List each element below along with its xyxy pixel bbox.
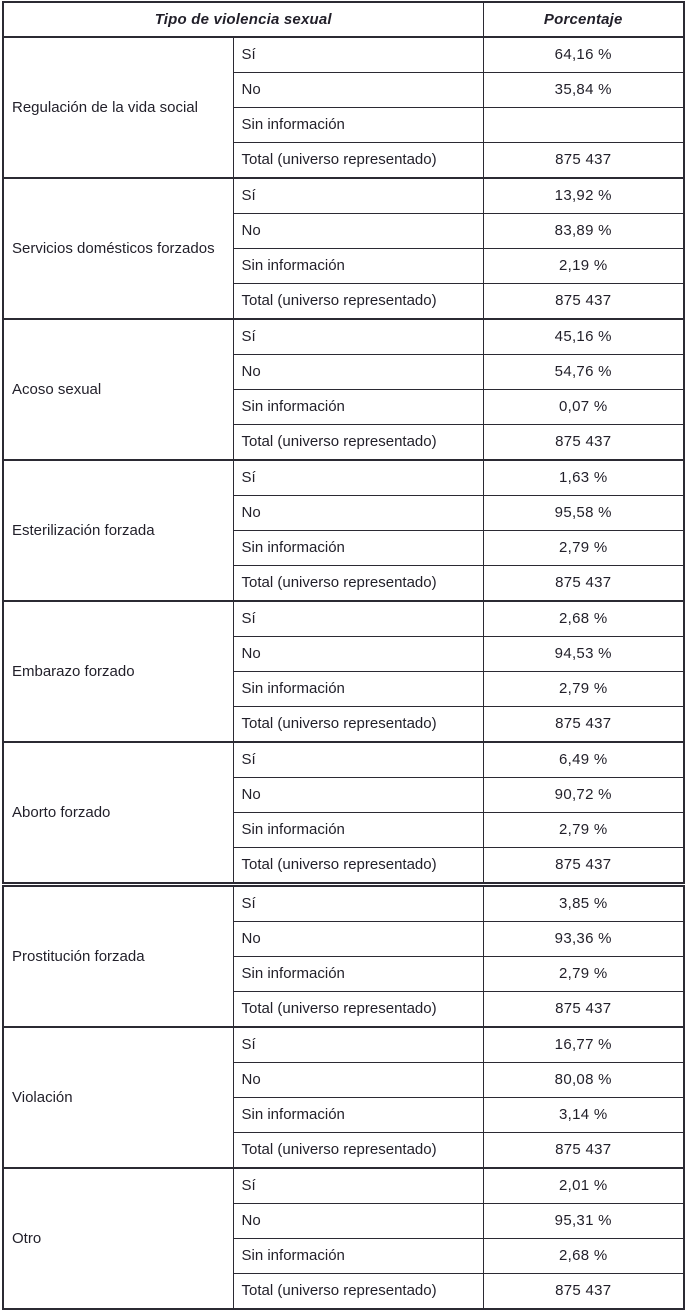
answer-label-cell: Sin información [233,390,483,425]
percentage-value-cell: 0,07 % [483,390,684,425]
percentage-value-cell: 80,08 % [483,1063,684,1098]
answer-label-cell: Total (universo representado) [233,1133,483,1169]
table-row [3,1027,684,1063]
percentage-value-cell: 875 437 [483,1133,684,1169]
answer-label-cell: Sí [233,460,483,496]
answer-label-cell: Sí [233,1027,483,1063]
percentage-value-cell: 875 437 [483,707,684,743]
answer-label-cell: Total (universo representado) [233,566,483,602]
answer-label-cell: No [233,496,483,531]
table-row [3,601,684,637]
header-cell-percentage: Porcentaje [483,2,684,37]
category-cell: Prostitución forzada [3,885,233,1028]
percentage-value-cell: 35,84 % [483,73,684,108]
answer-label-cell: Sin información [233,672,483,707]
percentage-value-cell: 875 437 [483,1274,684,1310]
category-cell: Violación [3,1027,233,1168]
answer-label-cell: Sin información [233,813,483,848]
percentage-value-cell: 95,31 % [483,1204,684,1239]
percentage-value-cell: 2,19 % [483,249,684,284]
percentage-value-cell: 90,72 % [483,778,684,813]
table-header-row [3,2,684,37]
table-row [3,37,684,73]
answer-label-cell: No [233,355,483,390]
category-cell: Otro [3,1168,233,1309]
answer-label-cell: Total (universo representado) [233,848,483,885]
table-row [3,1168,684,1204]
percentage-value-cell: 2,68 % [483,601,684,637]
answer-label-cell: No [233,214,483,249]
percentage-value-cell [483,108,684,143]
percentage-value-cell: 95,58 % [483,496,684,531]
percentage-value-cell: 2,79 % [483,957,684,992]
answer-label-cell: Sí [233,1168,483,1204]
percentage-value-cell: 3,14 % [483,1098,684,1133]
percentage-value-cell: 2,79 % [483,813,684,848]
answer-label-cell: Sin información [233,1239,483,1274]
answer-label-cell: Sin información [233,531,483,566]
table-row [3,178,684,214]
answer-label-cell: Total (universo representado) [233,992,483,1028]
violence-type-table [2,1,685,1310]
answer-label-cell: Total (universo representado) [233,284,483,320]
answer-label-cell: No [233,922,483,957]
answer-label-cell: Sin información [233,957,483,992]
answer-label-cell: Sin información [233,108,483,143]
percentage-value-cell: 93,36 % [483,922,684,957]
answer-label-cell: Sí [233,319,483,355]
table-row [3,742,684,778]
percentage-value-cell: 6,49 % [483,742,684,778]
answer-label-cell: Total (universo representado) [233,143,483,179]
table-row [3,460,684,496]
category-cell: Acoso sexual [3,319,233,460]
answer-label-cell: Sí [233,742,483,778]
answer-label-cell: Total (universo representado) [233,707,483,743]
percentage-value-cell: 875 437 [483,425,684,461]
answer-label-cell: No [233,1204,483,1239]
percentage-value-cell: 2,79 % [483,531,684,566]
answer-label-cell: Total (universo representado) [233,425,483,461]
percentage-value-cell: 3,85 % [483,885,684,922]
percentage-value-cell: 64,16 % [483,37,684,73]
category-cell: Regulación de la vida social [3,37,233,178]
answer-label-cell: No [233,778,483,813]
answer-label-cell: No [233,637,483,672]
category-cell: Esterilización forzada [3,460,233,601]
percentage-value-cell: 875 437 [483,992,684,1028]
percentage-value-cell: 875 437 [483,284,684,320]
category-cell: Embarazo forzado [3,601,233,742]
table-body [3,37,684,1309]
category-cell: Aborto forzado [3,742,233,885]
percentage-value-cell: 875 437 [483,848,684,885]
category-cell: Servicios domésticos forzados [3,178,233,319]
answer-label-cell: Sí [233,885,483,922]
percentage-value-cell: 83,89 % [483,214,684,249]
percentage-value-cell: 2,01 % [483,1168,684,1204]
percentage-value-cell: 16,77 % [483,1027,684,1063]
percentage-value-cell: 1,63 % [483,460,684,496]
percentage-value-cell: 875 437 [483,566,684,602]
percentage-value-cell: 2,68 % [483,1239,684,1274]
percentage-value-cell: 45,16 % [483,319,684,355]
answer-label-cell: Total (universo representado) [233,1274,483,1310]
answer-label-cell: Sin información [233,249,483,284]
table-row [3,319,684,355]
answer-label-cell: No [233,1063,483,1098]
answer-label-cell: Sí [233,37,483,73]
percentage-value-cell: 13,92 % [483,178,684,214]
document-page [0,1,685,1302]
percentage-value-cell: 2,79 % [483,672,684,707]
answer-label-cell: Sí [233,178,483,214]
percentage-value-cell: 875 437 [483,143,684,179]
answer-label-cell: No [233,73,483,108]
header-cell-violence-type: Tipo de violencia sexual [3,2,483,37]
table-row [3,885,684,922]
answer-label-cell: Sin información [233,1098,483,1133]
answer-label-cell: Sí [233,601,483,637]
percentage-value-cell: 94,53 % [483,637,684,672]
percentage-value-cell: 54,76 % [483,355,684,390]
